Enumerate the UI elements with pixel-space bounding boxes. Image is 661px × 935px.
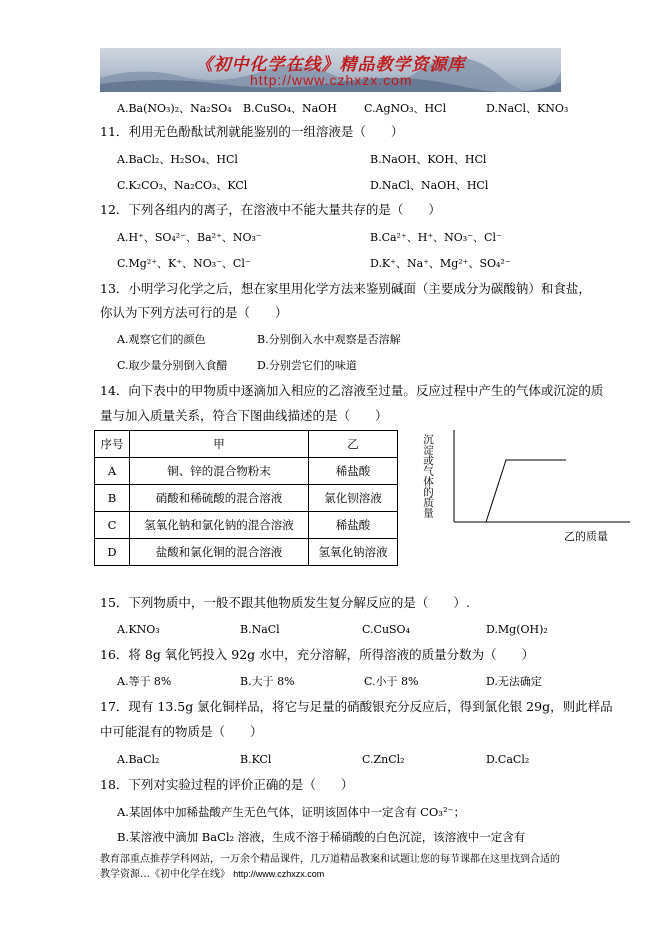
q17-stem-line2: 中可能混有的物质是（ ） [100,724,263,739]
q10-option-b: B.CuSO₄、NaOH [243,102,337,115]
table-cell: 氯化钡溶液 [309,485,398,512]
q17-option-d: D.CaCl₂ [486,753,530,766]
q11-option-c: C.K₂CO₃、Na₂CO₃、KCl [117,179,248,192]
q11-option-b: B.NaOH、KOH、HCl [370,153,487,166]
q13-option-d: D.分别尝它们的味道 [257,359,357,372]
table-header-cell: 乙 [309,431,398,458]
table-row [95,512,398,539]
q15-option-a: A.KNO₃ [117,623,160,636]
q12-stem: 12．下列各组内的离子，在溶液中不能大量共存的是（ ） [100,202,441,217]
table-row [95,539,398,566]
table-header-row [95,431,398,458]
graph-ylabel: 沉淀或气体的质量 [422,434,434,518]
table-cell: 硝酸和稀硫酸的混合溶液 [130,485,309,512]
q18-option-b: B.某溶液中滴加 BaCl₂ 溶液，生成不溶于稀硝酸的白色沉淀，该溶液中一定含有 [117,830,526,844]
q14-table [94,430,398,566]
header-banner [100,48,561,92]
q12-option-d: D.K⁺、Na⁺、Mg²⁺、SO₄²⁻ [370,257,511,270]
q15-option-c: C.CuSO₄ [362,623,410,636]
graph-xlabel: 乙的质量 [564,530,608,543]
footer-line2 [100,867,560,882]
q15-stem: 15．下列物质中，一般不跟其他物质发生复分解反应的是（ ）. [100,595,470,610]
q18-stem: 18．下列对实验过程的评价正确的是（ ） [100,777,354,792]
table-cell: D [95,539,130,566]
q11-option-d: D.NaCl、NaOH、HCl [370,179,489,192]
table-cell: 稀盐酸 [309,458,398,485]
table-header-cell: 甲 [130,431,309,458]
q13-stem-line2: 你认为下列方法可行的是（ ） [100,305,288,320]
footer-line2-text: 教学资源…《初中化学在线》 [100,869,230,880]
q10-option-d: D.NaCl、KNO₃ [486,102,569,115]
q12-option-b: B.Ca²⁺、H⁺、NO₃⁻、Cl⁻ [370,231,502,244]
q11-option-a: A.BaCl₂、H₂SO₄、HCl [117,153,238,166]
q17-option-c: C.ZnCl₂ [362,753,405,766]
q16-option-d: D.无法确定 [486,675,542,688]
q13-option-b: B.分别倒入水中观察是否溶解 [257,333,401,346]
banner-title: 《初中化学在线》精品教学资源库 [195,55,466,75]
q11-stem: 11．利用无色酚酞试剂就能鉴别的一组溶液是（ ） [100,124,404,139]
q15-option-b: B.NaCl [240,623,280,636]
q14-stem-line1: 14．向下表中的甲物质中逐滴加入相应的乙溶液至过量。反应过程中产生的气体或沉淀的质 [100,383,604,398]
table-cell: B [95,485,130,512]
q12-option-a: A.H⁺、SO₄²⁻、Ba²⁺、NO₃⁻ [117,231,262,244]
table-row [95,458,398,485]
q17-option-a: A.BaCl₂ [117,753,160,766]
page-footer [100,853,560,882]
footer-line1: 教育部重点推荐学科网站，一万余个精品课件，几万道精品教案和试题让您的每节课都在这里找到合适的 [100,854,560,865]
q10-option-c: C.AgNO₃、HCl [364,102,447,115]
q13-option-a: A.观察它们的颜色 [117,333,206,346]
table-cell: 氢氧化钠和氯化钠的混合溶液 [130,512,309,539]
table-cell: 稀盐酸 [309,512,398,539]
footer-url[interactable]: http://www.czhxzx.com [233,869,325,879]
table-cell: 氢氧化钠溶液 [309,539,398,566]
q18-option-a: A.某固体中加稀盐酸产生无色气体，证明该固体中一定含有 CO₃²⁻； [117,805,466,819]
q10-option-a: A.Ba(NO₃)₂、Na₂SO₄ [117,102,232,115]
q12-option-c: C.Mg²⁺、K⁺、NO₃⁻、Cl⁻ [117,257,251,270]
q16-stem: 16．将 8g 氧化钙投入 92g 水中，充分溶解，所得溶液的质量分数为（ ） [100,647,535,662]
curve-line [486,460,566,522]
q17-stem-line1: 17．现有 13.5g 氯化铜样品，将它与足量的硝酸银充分反应后，得到氯化银 29g，则此样品 [100,699,613,714]
q14-stem-line2: 量与加入质量关系，符合下图曲线描述的是（ ） [100,408,388,423]
table-cell: A [95,458,130,485]
table-cell: 盐酸和氯化铜的混合溶液 [130,539,309,566]
q16-option-a: A.等于 8% [117,675,172,688]
q13-option-c: C.取少量分别倒入食醋 [117,359,228,372]
table-row [95,485,398,512]
q14-graph [424,426,634,556]
table-cell: C [95,512,130,539]
q15-option-d: D.Mg(OH)₂ [486,623,548,636]
banner-url[interactable]: http://www.czhxzx.com [250,72,413,88]
table-header-cell: 序号 [95,431,130,458]
q16-option-b: B.大于 8% [240,675,295,688]
q16-option-c: C.小于 8% [364,675,419,688]
q13-stem-line1: 13．小明学习化学之后，想在家里用化学方法来鉴别碱面（主要成分为碳酸钠）和食盐， [100,281,591,296]
q17-option-b: B.KCl [240,753,272,766]
table-cell: 铜、锌的混合物粉末 [130,458,309,485]
